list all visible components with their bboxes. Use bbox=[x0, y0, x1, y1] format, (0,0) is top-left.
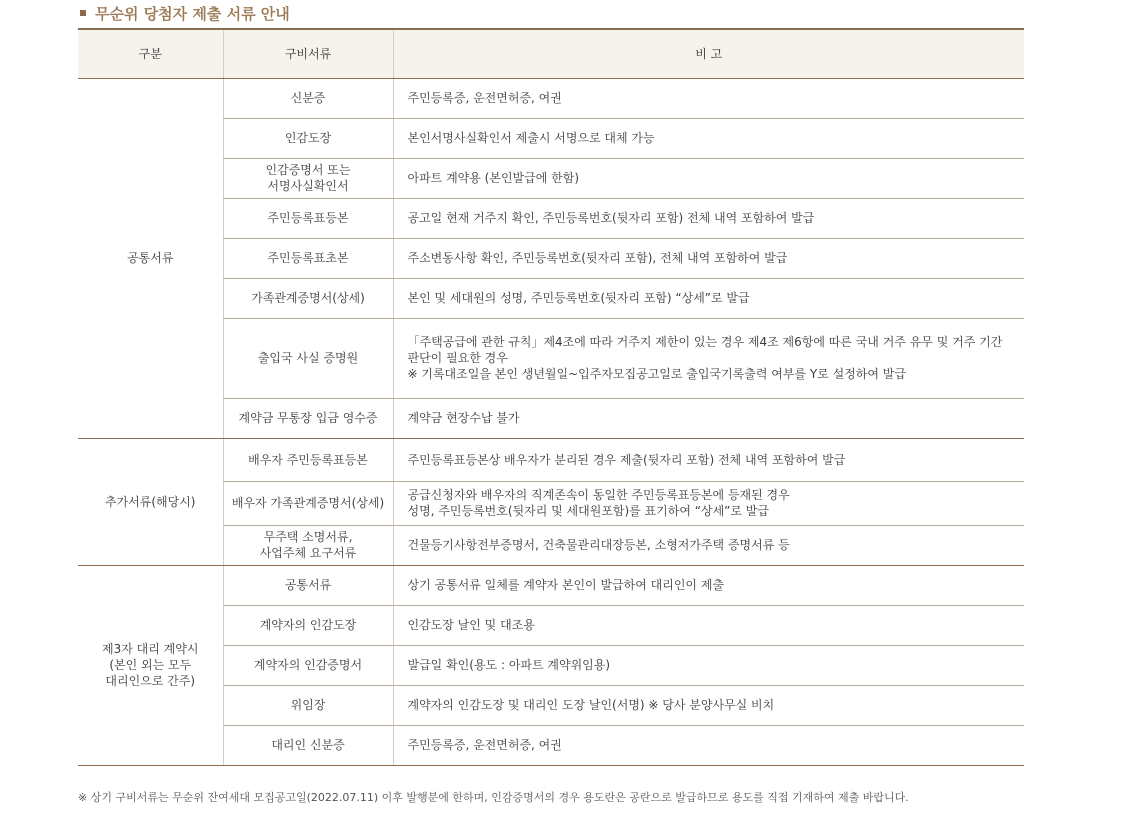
document-cell bbox=[223, 78, 393, 118]
document-cell bbox=[223, 481, 393, 525]
remarks-text: 인감도장 날인 및 대조용 bbox=[407, 618, 535, 632]
document-name: 가족관계증명서(상세) bbox=[251, 291, 365, 305]
category-cell bbox=[78, 78, 223, 438]
document-name: 주민등록표초본 bbox=[267, 251, 349, 265]
category-cell bbox=[78, 438, 223, 565]
document-cell bbox=[223, 685, 393, 725]
category-label: 대리인으로 간주) bbox=[105, 674, 196, 688]
document-cell bbox=[223, 158, 393, 198]
document-cell bbox=[223, 238, 393, 278]
remarks-cell bbox=[393, 158, 1024, 198]
remarks-cell bbox=[393, 525, 1024, 565]
header-category: 구분 bbox=[78, 29, 223, 78]
remarks-text: 상기 공통서류 일체를 계약자 본인이 발급하여 대리인이 제출 bbox=[407, 578, 725, 592]
document-name: 주민등록표등본 bbox=[267, 211, 349, 225]
remarks-text: 본인서명사실확인서 제출시 서명으로 대체 가능 bbox=[407, 131, 655, 145]
table-row bbox=[78, 78, 1024, 118]
category-label: 공통 bbox=[127, 251, 151, 265]
document-name: 무주택 소명서류, bbox=[263, 530, 353, 544]
document-cell bbox=[223, 565, 393, 605]
document-cell bbox=[223, 725, 393, 765]
remarks-text: 주민등록증, 운전면허증, 여권 bbox=[407, 738, 562, 752]
remarks-text: 본인 및 세대원의 성명, 주민등록번호(뒷자리 포함) “상세”로 발급 bbox=[407, 291, 750, 305]
remarks-cell bbox=[393, 438, 1024, 481]
remarks-text: 주소변동사항 확인, 주민등록번호(뒷자리 포함), 전체 내역 포함하여 발급 bbox=[407, 251, 788, 265]
table-body bbox=[78, 78, 1024, 765]
header-documents: 구비서류 bbox=[223, 29, 393, 78]
remarks-cell bbox=[393, 78, 1024, 118]
table-header-row bbox=[78, 29, 1024, 78]
section-title-text: 무순위 당첨자 제출 서류 안내 bbox=[95, 4, 290, 23]
category-cell bbox=[78, 565, 223, 765]
remarks-text: 성명, 주민등록번호(뒷자리 및 세대원포함)를 표기하여 “상세”로 발급 bbox=[407, 504, 769, 518]
document-name: 출입국 사실 증명원 bbox=[257, 351, 359, 365]
document-name: 배우자 가족관계증명서(상세) bbox=[231, 496, 385, 510]
document-name: 대리인 신분증 bbox=[271, 738, 345, 752]
document-name: 서명사실확인서 bbox=[267, 179, 349, 193]
remarks-cell bbox=[393, 685, 1024, 725]
footnote: ※ 상기 구비서류는 무순위 잔여세대 모집공고일(2022.07.11) 이후 발행분에 한하며, 인감증명서의 경우 용도란은 공란으로 발급하므로 용도를 직접 기재하여 제출 바랍니다. bbox=[78, 791, 909, 804]
category-label: (본인 외는 모두 bbox=[109, 658, 192, 672]
remarks-text: 주민등록증, 운전면허증, 여권 bbox=[407, 91, 562, 105]
category-label: 제3자 대리 계약시 bbox=[102, 642, 199, 656]
header-remarks: 비 고 bbox=[393, 29, 1024, 78]
remarks-text: 아파트 계약용 (본인발급에 한함) bbox=[407, 171, 580, 185]
document-name: 공통서류 bbox=[284, 578, 332, 592]
remarks-text: 건물등기사항전부증명서, 건축물관리대장등본, 소형저가주택 증명서류 등 bbox=[407, 538, 790, 552]
document-name: 인감도장 bbox=[284, 131, 332, 145]
category-label: 추가서류(해당시) bbox=[104, 494, 196, 509]
table-row bbox=[78, 565, 1024, 605]
remarks-text: 공급신청자와 배우자의 직계존속이 동일한 주민등록표등본에 등재된 경우 bbox=[407, 488, 790, 502]
document-cell bbox=[223, 118, 393, 158]
documents-table bbox=[78, 28, 1024, 766]
remarks-text: 「주택공급에 관한 규칙」제4조에 따라 거주지 제한이 있는 경우 제4조 제6항에 따른 국내 거주 유무 및 거주 기간 bbox=[407, 335, 1003, 349]
remarks-cell bbox=[393, 398, 1024, 438]
table-row bbox=[78, 438, 1024, 481]
document-cell bbox=[223, 198, 393, 238]
remarks-cell bbox=[393, 725, 1024, 765]
remarks-text: 발급일 확인(용도 : 아파트 계약위임용) bbox=[407, 658, 611, 672]
document-cell bbox=[223, 398, 393, 438]
remarks-text: 판단이 필요한 경우 bbox=[407, 351, 508, 365]
document-cell bbox=[223, 438, 393, 481]
document-name: 위임장 bbox=[290, 698, 326, 712]
remarks-cell bbox=[393, 278, 1024, 318]
document-cell bbox=[223, 525, 393, 565]
remarks-cell bbox=[393, 198, 1024, 238]
remarks-cell bbox=[393, 118, 1024, 158]
document-name: 계약자의 인감도장 bbox=[259, 618, 357, 632]
document-name: 사업주체 요구서류 bbox=[259, 546, 357, 560]
document-name: 인감증명서 또는 bbox=[265, 163, 351, 177]
remarks-text: 계약자의 인감도장 및 대리인 도장 날인(서명) ※ 당사 분양사무실 비치 bbox=[407, 698, 775, 712]
document-name: 신분증 bbox=[290, 91, 326, 105]
remarks-cell bbox=[393, 318, 1024, 398]
remarks-cell bbox=[393, 481, 1024, 525]
remarks-cell bbox=[393, 238, 1024, 278]
remarks-text: 공고일 현재 거주지 확인, 주민등록번호(뒷자리 포함) 전체 내역 포함하여 발급 bbox=[407, 211, 815, 225]
square-bullet-icon bbox=[80, 10, 86, 16]
document-name: 계약금 무통장 입금 영수증 bbox=[238, 411, 378, 425]
document-cell bbox=[223, 605, 393, 645]
document-cell bbox=[223, 645, 393, 685]
document-cell bbox=[223, 278, 393, 318]
remarks-cell bbox=[393, 605, 1024, 645]
document-name: 배우자 주민등록표등본 bbox=[248, 452, 368, 467]
remarks-text: ※ 기록대조일을 본인 생년월일~입주자모집공고일로 출입국기록출력 여부를 Y로 설정하여 발급 bbox=[407, 367, 906, 381]
remarks-text: 주민등록표등본상 배우자가 분리된 경우 제출(뒷자리 포함) 전체 내역 포함하여 발급 bbox=[407, 452, 846, 467]
section-title bbox=[80, 1, 290, 25]
document-cell bbox=[223, 318, 393, 398]
remarks-cell bbox=[393, 565, 1024, 605]
category-label: 서류 bbox=[150, 251, 174, 265]
remarks-text: 계약금 현장수납 불가 bbox=[407, 411, 520, 425]
remarks-cell bbox=[393, 645, 1024, 685]
document-name: 계약자의 인감증명서 bbox=[253, 658, 363, 672]
